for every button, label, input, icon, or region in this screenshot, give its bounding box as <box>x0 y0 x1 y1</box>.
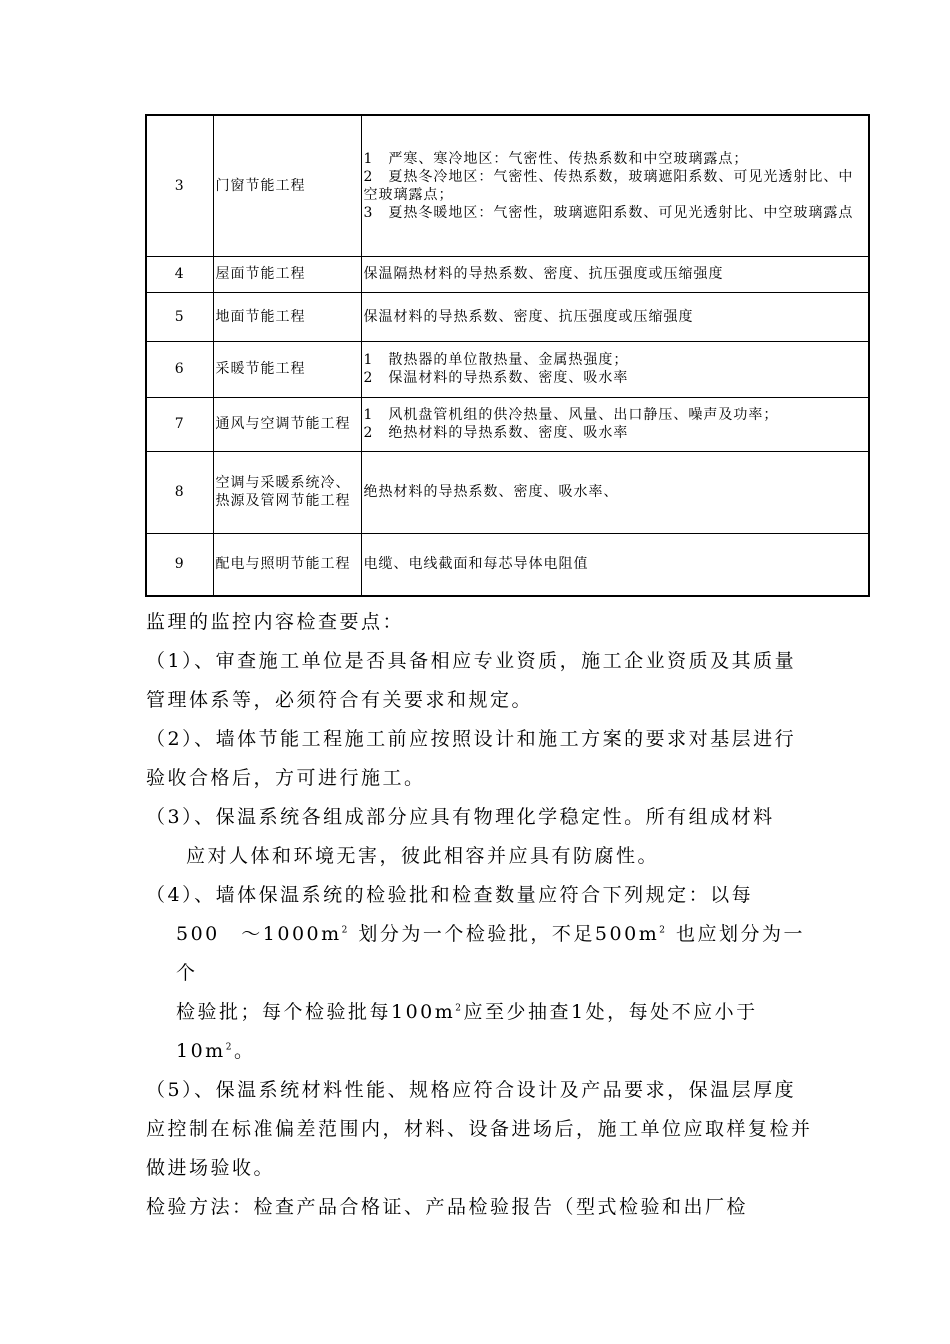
test-items <box>361 292 869 341</box>
list-item: 1 散热器的单位散热量、金属热强度； <box>363 352 629 368</box>
text-run: 500 ～1000m <box>176 923 342 945</box>
project-name: 采暖节能工程 <box>213 341 361 397</box>
supervision-section <box>146 603 816 1227</box>
list-item: 绝热材料的导热系数、密度、吸水率、 <box>363 484 619 500</box>
list-item: 2 保温材料的导热系数、密度、吸水率 <box>363 370 629 386</box>
project-name: 配电与照明节能工程 <box>213 533 361 596</box>
text-run: 应至少抽查1处，每处不应小于 <box>463 1001 758 1023</box>
paragraph-1: （1）、审查施工单位是否具备相应专业资质，施工企业资质及其质量管理体系等，必须符合有关要求和规定。 <box>146 650 797 711</box>
list-item: 2 绝热材料的导热系数、密度、吸水率 <box>363 425 629 441</box>
paragraph-5: （5）、保温系统材料性能、规格应符合设计及产品要求，保温层厚度应控制在标准偏差范围内，材料、设备进场后，施工单位应取样复检并做进场验收。 <box>146 1079 813 1179</box>
test-items <box>361 256 869 292</box>
project-name: 空调与采暖系统冷、热源及管网节能工程 <box>213 451 361 533</box>
list-item: 保温隔热材料的导热系数、密度、抗压强度或压缩强度 <box>363 266 724 282</box>
superscript: 2 <box>341 925 350 936</box>
table-row <box>146 397 869 451</box>
text-run: 10m <box>176 1040 226 1062</box>
list-item: 3 夏热冬暖地区：气密性，玻璃遮阳系数、可见光透射比、中空玻璃露点 <box>363 204 854 221</box>
project-name: 地面节能工程 <box>213 292 361 341</box>
paragraph-4 <box>146 876 816 1071</box>
paragraph-2: （2）、墙体节能工程施工前应按照设计和施工方案的要求对基层进行验收合格后，方可进行施工。 <box>146 728 797 789</box>
row-number: 9 <box>146 533 213 596</box>
row-number: 6 <box>146 341 213 397</box>
test-items <box>361 397 869 451</box>
paragraph-4-line-4 <box>146 1032 816 1071</box>
row-number: 7 <box>146 397 213 451</box>
text-run: 也应划分为一个 <box>176 923 806 984</box>
text-run: 检验批；每个检验批每100m <box>176 1001 456 1023</box>
list-item: 1 严寒、寒冷地区：气密性、传热系数和中空玻璃露点； <box>363 150 749 167</box>
paragraph-3-line-1: （3）、保温系统各组成部分应具有物理化学稳定性。所有组成材料 <box>146 806 775 828</box>
superscript: 2 <box>225 1042 234 1053</box>
paragraph-4-line-1: （4）、墙体保温系统的检验批和检查数量应符合下列规定：以每 <box>146 884 754 906</box>
row-number: 5 <box>146 292 213 341</box>
paragraph-3 <box>146 798 816 876</box>
table-row <box>146 533 869 596</box>
test-items <box>361 341 869 397</box>
list-item: 保温材料的导热系数、密度、抗压强度或压缩强度 <box>363 308 694 325</box>
paragraph-3-line-2: 应对人体和环境无害，彼此相容并应具有防腐性。 <box>186 845 660 867</box>
project-name: 门窗节能工程 <box>213 115 361 256</box>
row-number: 4 <box>146 256 213 292</box>
list-item: 1 风机盘管机组的供冷热量、风量、出口静压、噪声及功率； <box>363 407 779 423</box>
test-items <box>361 115 869 256</box>
section-heading: 监理的监控内容检查要点： <box>146 611 405 633</box>
paragraph-6: 检验方法：检查产品合格证、产品检验报告（型式检验和出厂检 <box>146 1196 749 1218</box>
energy-saving-inspection-table <box>145 114 870 597</box>
superscript: 2 <box>659 925 668 936</box>
test-items <box>361 533 869 596</box>
table-row <box>146 341 869 397</box>
list-item: 2 夏热冬冷地区：气密性、传热系数，玻璃遮阳系数、可见光透射比、中空玻璃露点； <box>363 168 854 203</box>
test-items <box>361 451 869 533</box>
superscript: 2 <box>455 1003 464 1014</box>
row-number: 8 <box>146 451 213 533</box>
text-run: 。 <box>233 1040 256 1062</box>
paragraph-4-line-3 <box>146 993 816 1032</box>
paragraph-4-line-2 <box>146 915 816 993</box>
table-row <box>146 256 869 292</box>
project-name: 通风与空调节能工程 <box>213 397 361 451</box>
list-item: 电缆、电线截面和每芯导体电阻值 <box>363 556 589 573</box>
project-name: 屋面节能工程 <box>213 256 361 292</box>
text-run: 划分为一个检验批，不足500m <box>358 923 660 945</box>
table-row <box>146 292 869 341</box>
table-row <box>146 115 869 256</box>
table-row <box>146 451 869 533</box>
row-number: 3 <box>146 115 213 256</box>
